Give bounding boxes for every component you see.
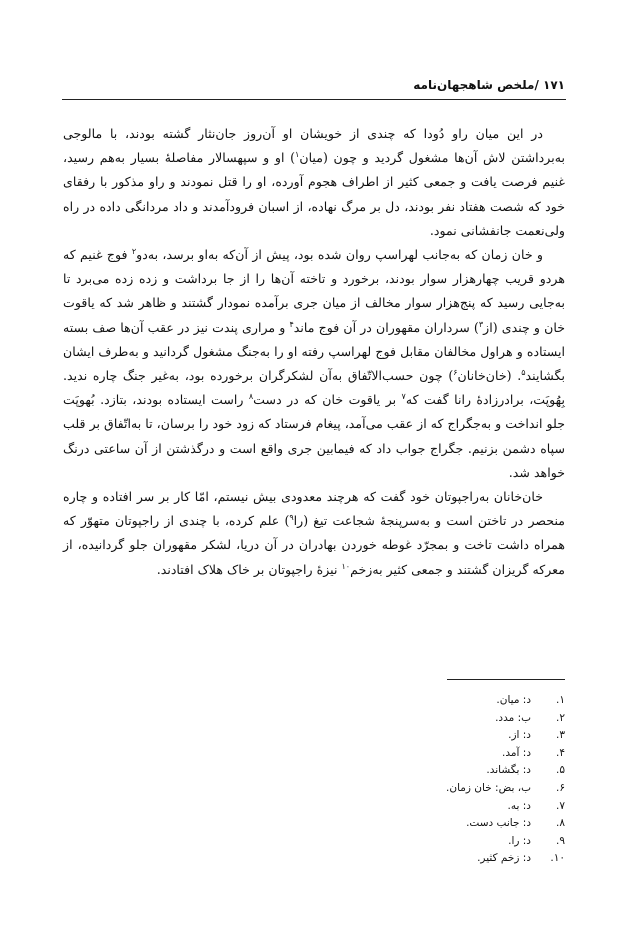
footnote-text: ب، بض: خان زمان. [446,781,531,794]
footnote-ref-5: ۵ [521,367,526,377]
p2-text-1: و خان زمان که به‌جانب لهراسپ روان شده بود، پیش از آن‌که به‌او برسد، به‌دو [136,247,543,263]
footnote-ref-1: ۱ [295,150,300,160]
footnote-ref-10: ۱۰ [341,561,351,571]
footnote [265,727,565,745]
footnote-text: د: به. [507,799,531,812]
footnote-ref-3: ۳ [478,319,484,329]
footnote-text: د: زخم کثیر. [477,852,531,865]
footnote-text: د: بگشاند. [486,764,531,777]
footnote [265,762,565,780]
paragraph-1 [63,122,565,243]
p2-text-6: ) چون حسب‌الاتّفاق به‌آن لشکرگران برخورده بود، به‌غیر جنگ چاره ندید. بِهُوپَت، برادرزادهٔ رانا گفت که [63,368,565,408]
footnote-number: ۸. [556,817,565,830]
footnote [265,815,565,833]
footnote-number: ۴. [556,746,565,759]
p3-text-1: خان‌خانان به‌راجپوتان خود گفت که هرچند معدودی بیش نیستم، امّا کار بر سر افتاده و چاره منحصر در تاختن است و به‌سرپنجهٔ شجاعت تیغ (را [63,489,565,529]
footnote-text: د: را. [508,834,531,847]
header-rule [62,99,566,100]
footnote-text: د: آمد. [502,746,531,759]
footnote-number: ۶. [556,781,565,794]
p2-text-4: و مراری پندت نیز در عقب آن‌ها صف بسته ایستاده و هراول مخالفان مقابل فوج لهراسپ رفته او را به‌جنگ مشغول گردانید و به‌طرف ایشان بگشایند [63,319,565,384]
p3-text-2: ) علم کرده، با چندی از راجپوتان متهوّر که همراه داشت تاخت و بمجرّد غوطه خوردن بهادران در آن دریا، لشکر مقهوران جلو گردانیده، از معرکه گریزان گشتند و جمعی کثیر به‌زخم [63,513,565,577]
p2-text-8: راست ایستاده بودند، بتازد. بُهوپَت جلو انداخت و به‌جگراج که از عقب می‌آمد، پیغام فرستاد که زود خود را برسان، تا به‌اتّفاق بر قلب سپاه دشمن بزنیم. جگراج جواب داد که فیمابین جری واقع است و درگذشتن از آن ساعتی درنگ خواهد شد. [63,392,565,480]
footnotes [265,692,565,868]
footnote-text: د: از. [508,729,531,742]
footnote-ref-2: ۲ [131,246,137,256]
footnote [265,798,565,816]
p3-text-3: نیزهٔ راجپوتان بر خاک هلاک افتادند. [156,561,342,577]
footnote-ref-7: ۷ [401,392,406,402]
footnote-number: ۹. [556,834,565,847]
footnote [265,710,565,728]
p2-text-5: . (خان‌خانان [457,368,522,384]
footnote-rule [447,679,565,680]
p2-text-7: بر یاقوت خان که در دست [253,392,402,408]
paragraph-3 [63,485,565,582]
footnote [265,692,565,710]
footnote-ref-6: ۶ [453,367,458,377]
paragraph-2 [63,243,565,485]
footnote-text: د: جانب دست. [466,817,531,830]
footnote-number: ۱۰. [550,852,565,865]
footnote-number: ۱. [556,694,565,706]
p2-text-3: ) سرداران مقهوران در آن فوج ماند [293,319,479,335]
footnote [265,850,565,868]
footnote-number: ۲. [556,711,565,724]
footnote-number: ۳. [556,729,565,742]
footnote-text: د: میان. [496,694,531,706]
footnote [265,833,565,851]
main-text [63,122,565,582]
footnote-number: ۵. [556,764,565,777]
footnote-ref-4: ۴ [289,319,294,329]
footnote-ref-9: ۹ [289,513,294,523]
footnote [265,780,565,798]
p1-text-2: ) او و سپهسالار مفاصلهٔ بسیار به‌هم رسید، غنیم فرصت یافت و جمعی کثیر از اطراف هجوم آورده، او را قتل نمودند و راو مذکور با رفقای خود که شصت هفتاد نفر بودند، دل بر مرگ نهاده، از اسبان فرودآمدند و داد مردانگی داده در راه ولی‌نعمت جانفشانی نمود. [63,150,565,238]
footnote-number: ۷. [556,799,565,812]
footnote-text: ب: مدد. [495,711,531,724]
p2-text-2: فوج غنیم که هردو قریب چهارهزار سوار بودند، برخورد و تاخته آن‌ها را از جا برداشت و زده زده می‌برد تا به‌جایی رسید که پنج‌هزار سوار مخالف از میان جری برآمده نمودار گشتند و ظاهر شد که یاقوت خان و چندی (از [63,247,565,335]
footnote [265,745,565,763]
p1-text-1: در این میان راو دُودا که چندی از خویشان او آن‌روز جان‌نثار گشته بودند، با مالوجی به‌برداشتن لاش آن‌ها مشغول گردید و چون (میان [63,126,565,166]
footnote-ref-8: ۸ [248,392,254,402]
running-head: ۱۷۱ /ملخص شاهجهان‌نامه [413,78,565,92]
